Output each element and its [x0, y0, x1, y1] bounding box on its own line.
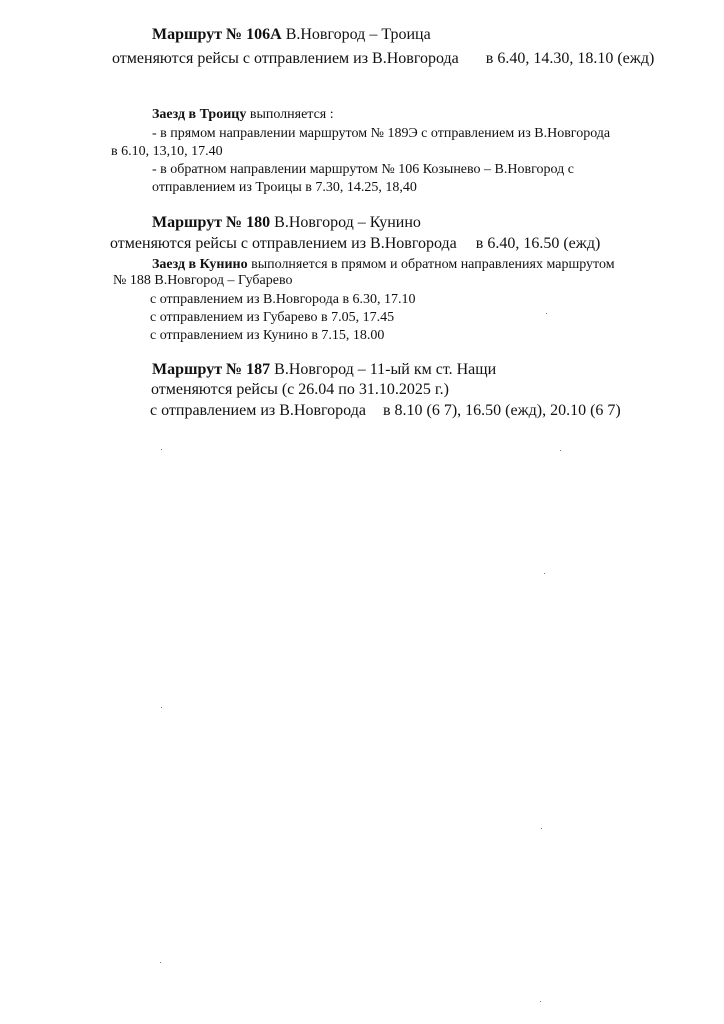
route-180-cancel-line [110, 236, 600, 252]
route-187-dep-text: с отправлением из В.Новгорода [150, 402, 366, 419]
scan-speck [544, 573, 545, 574]
route-187-number: Маршрут № 187 [152, 361, 271, 378]
scan-speck [560, 450, 561, 451]
route-106a-detour-heading [152, 108, 334, 122]
route-180-number: Маршрут № 180 [152, 214, 271, 231]
route-106a-cancel-times: в 6.40, 14.30, 18.10 (ежд) [485, 50, 655, 67]
route-180-detour-bold: Заезд в Кунино [152, 257, 248, 272]
route-180-name: В.Новгород – Кунино [270, 214, 421, 231]
route-106a-cancel-line [112, 51, 654, 67]
route-106a-forward-line2: в 6.10, 13,10, 17.40 [111, 144, 223, 159]
route-106a-detour-rest: выполняется : [246, 107, 334, 122]
route-106a-name: В.Новгород – Троица [281, 26, 431, 43]
route-180-detour-rest: выполняется в прямом и обратном направлениях маршрутом [247, 257, 615, 272]
route-187-cancel-text: отменяются рейсы (с 26.04 по 31.10.2025 г.) [151, 381, 449, 398]
route-180-dep-novgorod: с отправлением из В.Новгорода в 6.30, 17.10 [150, 292, 416, 307]
scan-speck [160, 962, 161, 963]
route-187-dep-times: в 8.10 (6 7), 16.50 (ежд), 20.10 (6 7) [382, 402, 621, 419]
scan-speck [540, 1001, 541, 1002]
route-180-detour-heading [152, 258, 615, 272]
route-180-cancel-times: в 6.40, 16.50 (ежд) [475, 235, 601, 252]
route-180-dep-kunino: с отправлением из Кунино в 7.15, 18.00 [150, 328, 385, 343]
route-180-cancel-text: отменяются рейсы с отправлением из В.Новгорода [110, 235, 457, 252]
route-106a-reverse-line2: отправлением из Троицы в 7.30, 14.25, 18,40 [152, 180, 417, 195]
scan-speck [546, 313, 547, 314]
route-106a-number: Маршрут № 106А [152, 26, 282, 43]
scan-speck [161, 707, 162, 708]
route-106a-reverse-line1: - в обратном направлении маршрутом № 106 Козынево – В.Новгород с [152, 162, 574, 177]
route-106a-cancel-text: отменяются рейсы с отправлением из В.Новгорода [112, 50, 459, 67]
route-106a-detour-bold: Заезд в Троицу [152, 107, 247, 122]
route-187-name: В.Новгород – 11-ый км ст. Нащи [270, 361, 497, 378]
route-106a-forward-line1: - в прямом направлении маршрутом № 189Э с отправлением из В.Новгорода [152, 126, 611, 141]
route-187-heading [152, 362, 496, 378]
route-180-detour-line2: № 188 В.Новгород – Губарево [113, 273, 293, 288]
route-106a-heading [152, 27, 431, 43]
route-180-dep-gubarevo: с отправлением из Губарево в 7.05, 17.45 [150, 310, 395, 325]
route-187-dep-line [150, 403, 621, 419]
route-180-heading [152, 215, 421, 231]
scan-speck [161, 449, 162, 450]
scan-speck [541, 828, 542, 829]
